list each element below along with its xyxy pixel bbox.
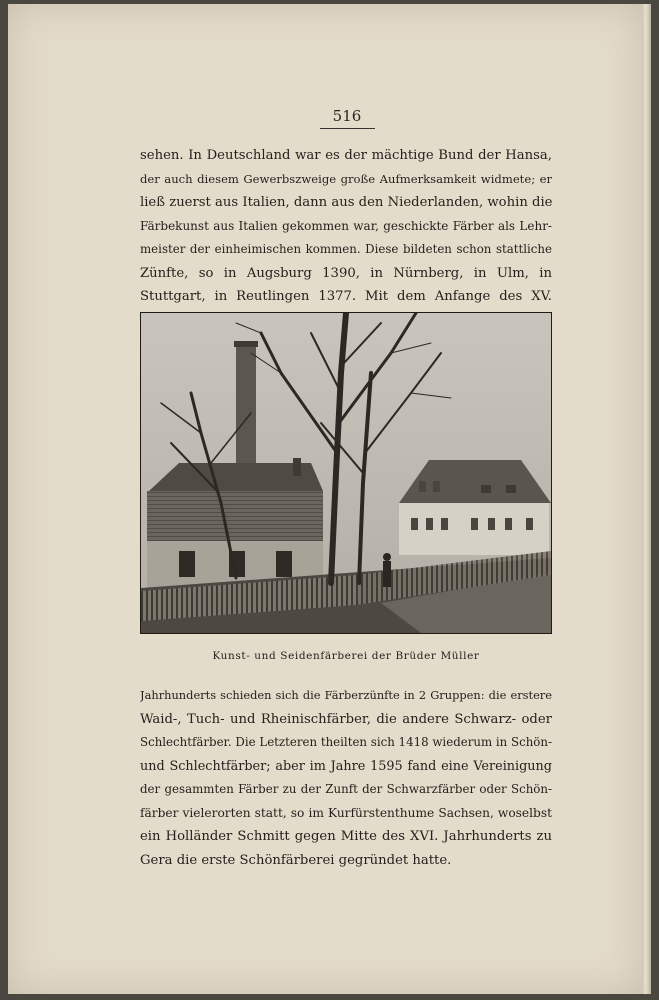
text-line: der gesammten Färber zu der Zunft der Schwarzfärber oder Schön- <box>140 782 552 796</box>
text-line: Schlechtfärber. Die Letzteren theilten sich 1418 wiederum in Schön- <box>140 735 552 749</box>
text-line: und Schlechtfärber; aber im Jahre 1595 fand eine Vereinigung <box>140 758 552 774</box>
text-line: ließ zuerst aus Italien, dann aus den Niederlanden, wohin die <box>140 195 552 210</box>
text-line: Gera die erste Schönfärberei gegründet hatte. <box>140 852 452 868</box>
paragraph-top <box>140 144 552 309</box>
paragraph-bottom <box>140 684 552 872</box>
text-line: sehen. In Deutschland war es der mächtige Bund der Hansa, <box>140 148 552 163</box>
page-edge <box>642 4 651 994</box>
text-line: ein Holländer Schmitt gegen Mitte des XVI. Jahrhunderts zu <box>140 829 552 844</box>
factory-photograph <box>140 312 552 634</box>
text-line: der auch diesem Gewerbszweige große Aufmerksamkeit widmete; er <box>140 171 552 186</box>
figure-caption: Kunst- und Seidenfärberei der Brüder Müller <box>212 650 480 662</box>
text-line: Stuttgart, in Reutlingen 1377. Mit dem Anfange des XV. <box>140 289 552 304</box>
text-line: färber vielerorten statt, so im Kurfürstenthume Sachsen, woselbst <box>140 805 552 820</box>
text-line: Zünfte, so in Augsburg 1390, in Nürnberg, in Ulm, in <box>140 265 552 281</box>
text-line: Waid-, Tuch- und Rheinischfärber, die andere Schwarz- oder <box>140 711 552 727</box>
text-line: Färbekunst aus Italien gekommen war, geschickte Färber als Lehr- <box>140 218 552 233</box>
page-number: 516 <box>332 107 362 125</box>
text-line: Jahrhunderts schieden sich die Färberzünfte in 2 Gruppen: die erstere <box>140 688 552 702</box>
text-line: meister der einheimischen kommen. Diese bildeten schon stattliche <box>140 242 552 256</box>
page-number-rule <box>320 128 375 129</box>
